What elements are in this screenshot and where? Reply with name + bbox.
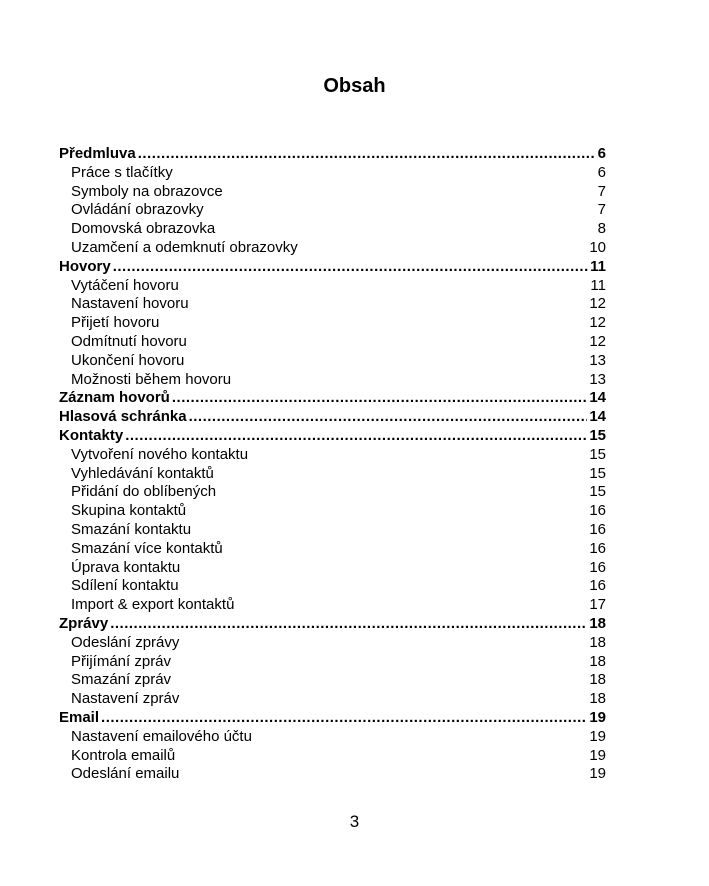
toc-entry-label: Ovládání obrazovky (71, 201, 204, 219)
toc-entry-label: Nastavení zpráv (71, 690, 180, 708)
toc-entry-page: 18 (589, 690, 606, 708)
toc-entry-page: 15 (589, 445, 606, 463)
toc-entry-page: 18 (589, 671, 606, 689)
toc-dot-leader (138, 145, 596, 164)
toc-entry-label: Domovská obrazovka (71, 220, 216, 238)
toc-section-entry[interactable] (59, 295, 606, 314)
toc-entry-label: Přijímání zpráv (71, 652, 172, 670)
toc-chapter-entry[interactable] (59, 389, 606, 408)
toc-dot-leader (101, 709, 587, 728)
toc-section-entry[interactable] (59, 634, 606, 653)
toc-section-entry[interactable] (59, 596, 606, 615)
toc-entry-page: 13 (589, 351, 606, 369)
toc-entry-page: 11 (590, 257, 606, 275)
toc-entry-label: Práce s tlačítky (71, 163, 173, 181)
toc-section-entry[interactable] (59, 483, 606, 502)
toc-section-entry[interactable] (59, 314, 606, 333)
toc-dot-leader (172, 389, 587, 408)
toc-entry-label: Email (59, 708, 100, 726)
toc-section-entry[interactable] (59, 577, 606, 596)
toc-entry-label: Zprávy (59, 614, 109, 632)
toc-dot-leader (189, 408, 588, 427)
toc-entry-page: 15 (589, 426, 606, 444)
toc-entry-label: Symboly na obrazovce (71, 182, 223, 200)
toc-section-entry[interactable] (59, 559, 606, 578)
toc-entry-page: 16 (589, 577, 606, 595)
toc-entry-page: 16 (589, 558, 606, 576)
toc-entry-label: Nastavení hovoru (71, 295, 189, 313)
toc-entry-label: Ukončení hovoru (71, 351, 185, 369)
toc-chapter-entry[interactable] (59, 408, 606, 427)
toc-entry-page: 16 (589, 502, 606, 520)
toc-entry-page: 10 (589, 238, 606, 256)
toc-entry-label: Vyhledávání kontaktů (71, 464, 214, 482)
toc-entry-page: 19 (589, 708, 606, 726)
toc-entry-label: Možnosti během hovoru (71, 370, 232, 388)
table-of-contents (59, 145, 606, 784)
toc-entry-label: Přijetí hovoru (71, 314, 160, 332)
toc-entry-page: 12 (589, 295, 606, 313)
toc-section-entry[interactable] (59, 765, 606, 784)
toc-entry-page: 16 (589, 539, 606, 557)
toc-entry-page: 18 (589, 633, 606, 651)
toc-entry-page: 19 (589, 746, 606, 764)
toc-entry-label: Hlasová schránka (59, 408, 187, 426)
toc-entry-page: 19 (589, 765, 606, 783)
toc-chapter-entry[interactable] (59, 145, 606, 164)
toc-entry-label: Skupina kontaktů (71, 502, 187, 520)
toc-entry-label: Kontrola emailů (71, 746, 176, 764)
toc-section-entry[interactable] (59, 653, 606, 672)
toc-entry-label: Smazání více kontaktů (71, 539, 223, 557)
toc-dot-leader (113, 258, 588, 277)
toc-section-entry[interactable] (59, 446, 606, 465)
toc-section-entry[interactable] (59, 690, 606, 709)
toc-section-entry[interactable] (59, 747, 606, 766)
toc-entry-label: Uzamčení a odemknutí obrazovky (71, 238, 298, 256)
toc-section-entry[interactable] (59, 671, 606, 690)
toc-entry-label: Import & export kontaktů (71, 596, 235, 614)
toc-entry-page: 18 (589, 652, 606, 670)
toc-entry-label: Nastavení emailového účtu (71, 727, 252, 745)
toc-entry-page: 15 (589, 483, 606, 501)
toc-entry-page: 19 (589, 727, 606, 745)
toc-entry-label: Smazání zpráv (71, 671, 172, 689)
toc-entry-label: Kontakty (59, 426, 124, 444)
toc-section-entry[interactable] (59, 183, 606, 202)
toc-entry-label: Přidání do oblíbených (71, 483, 217, 501)
toc-section-entry[interactable] (59, 728, 606, 747)
page-title: Obsah (323, 75, 386, 97)
toc-entry-label: Odmítnutí hovoru (71, 332, 187, 350)
toc-entry-page: 14 (589, 389, 606, 407)
toc-entry-page: 18 (589, 614, 606, 632)
toc-section-entry[interactable] (59, 540, 606, 559)
toc-section-entry[interactable] (59, 239, 606, 258)
toc-entry-label: Předmluva (59, 145, 136, 162)
toc-entry-label: Záznam hovorů (59, 389, 170, 407)
toc-chapter-entry[interactable] (59, 709, 606, 728)
toc-entry-page: 7 (597, 201, 606, 219)
toc-chapter-entry[interactable] (59, 258, 606, 277)
toc-entry-page: 15 (589, 464, 606, 482)
toc-entry-page: 12 (589, 314, 606, 332)
toc-entry-page: 12 (589, 332, 606, 350)
page-number: 3 (349, 812, 360, 831)
toc-section-entry[interactable] (59, 502, 606, 521)
toc-entry-label: Vytáčení hovoru (71, 276, 179, 294)
toc-section-entry[interactable] (59, 277, 606, 296)
toc-entry-page: 14 (589, 408, 606, 426)
toc-entry-page: 16 (589, 520, 606, 538)
toc-entry-label: Vytvoření nového kontaktu (71, 445, 249, 463)
toc-dot-leader (125, 427, 587, 446)
toc-entry-page: 8 (597, 220, 606, 238)
toc-section-entry[interactable] (59, 371, 606, 390)
toc-section-entry[interactable] (59, 201, 606, 220)
toc-chapter-entry[interactable] (59, 427, 606, 446)
toc-dot-leader (110, 615, 587, 634)
toc-chapter-entry[interactable] (59, 615, 606, 634)
toc-section-entry[interactable] (59, 465, 606, 484)
toc-section-entry[interactable] (59, 521, 606, 540)
toc-entry-label: Úprava kontaktu (71, 558, 181, 576)
toc-entry-page: 17 (589, 596, 606, 614)
toc-entry-page: 11 (590, 276, 606, 294)
toc-section-entry[interactable] (59, 352, 606, 371)
toc-entry-page: 6 (597, 145, 606, 162)
toc-section-entry[interactable] (59, 220, 606, 239)
toc-entry-label: Odeslání zprávy (71, 633, 180, 651)
toc-section-entry[interactable] (59, 333, 606, 352)
toc-entry-label: Sdílení kontaktu (71, 577, 179, 595)
toc-entry-label: Hovory (59, 257, 111, 275)
toc-entry-page: 13 (589, 370, 606, 388)
toc-section-entry[interactable] (59, 164, 606, 183)
toc-entry-label: Smazání kontaktu (71, 520, 192, 538)
toc-entry-page: 7 (597, 182, 606, 200)
toc-entry-label: Odeslání emailu (71, 765, 180, 783)
toc-entry-page: 6 (597, 163, 606, 181)
